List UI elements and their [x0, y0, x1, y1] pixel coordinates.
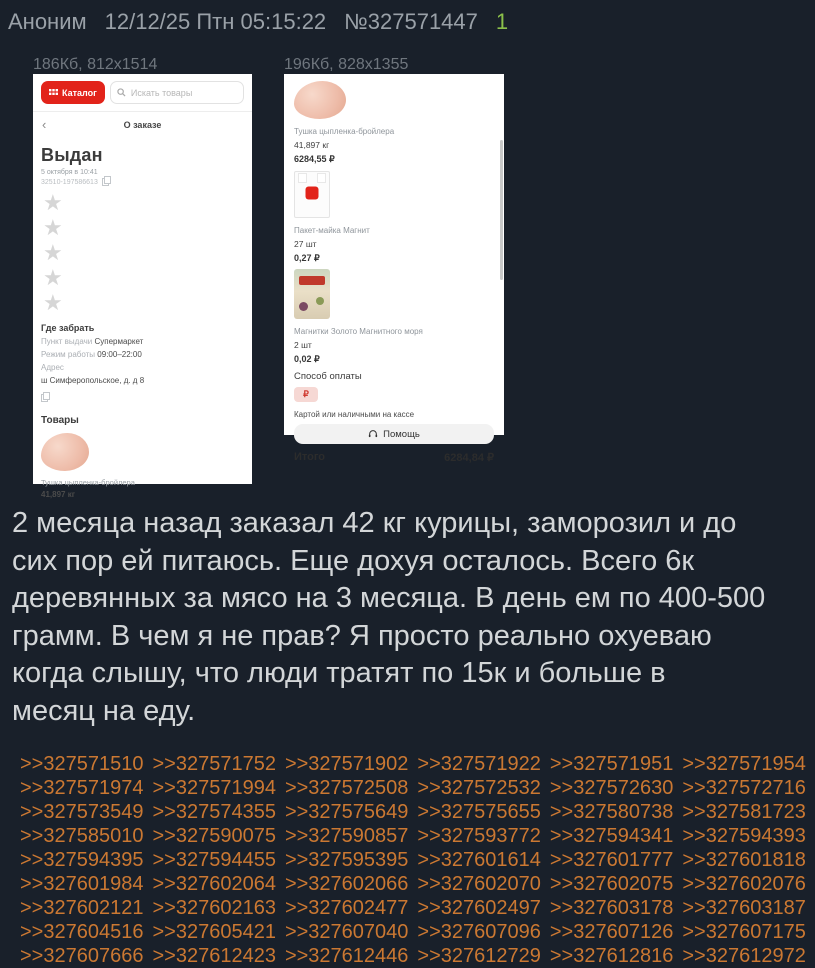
- product-name: Тушка цыпленка-бройлера: [41, 478, 135, 487]
- star-icon: ★: [43, 290, 63, 315]
- image-thumbnail-1[interactable]: [33, 74, 252, 499]
- copy-icon: [102, 178, 109, 186]
- item-quantity: 2 шт: [294, 340, 312, 350]
- post-text-line: грамм. В чем я не прав? Я просто реально охуеваю: [12, 619, 712, 652]
- reply-link[interactable]: >>327604516: [20, 921, 144, 943]
- reply-link[interactable]: >>327593772: [417, 825, 541, 847]
- chicken-product-image: [294, 81, 346, 119]
- pickup-type-label: Пункт выдачи: [41, 337, 93, 346]
- reply-link[interactable]: >>327594341: [549, 825, 674, 847]
- reply-link[interactable]: >>327602076: [682, 873, 806, 895]
- reply-link[interactable]: >>327602121: [20, 897, 144, 919]
- reply-link[interactable]: >>327572716: [682, 777, 806, 799]
- reply-link[interactable]: >>327595395: [284, 849, 409, 871]
- post-text-line: месяц на еду.: [12, 694, 196, 727]
- reply-row: [20, 848, 815, 872]
- post-text-line: 2 месяца назад заказал 42 кг курицы, заморозил и до: [12, 507, 737, 539]
- reply-row: [20, 752, 815, 776]
- item-quantity: 41,897 кг: [294, 140, 330, 150]
- post-header: [8, 9, 508, 35]
- app-topbar: [41, 81, 244, 104]
- reply-link[interactable]: >>327603187: [682, 897, 806, 919]
- file-info-2: 196Кб, 828x1355: [284, 56, 409, 73]
- reply-link[interactable]: >>327571951: [549, 753, 674, 775]
- products-heading: Товары: [41, 415, 79, 426]
- star-icon: ★: [43, 265, 63, 290]
- rating-stars: [41, 190, 244, 315]
- copy-icon: [41, 394, 48, 402]
- address-label: Адрес: [41, 363, 64, 372]
- reply-link[interactable]: >>327571752: [152, 753, 276, 775]
- help-button: [294, 424, 494, 444]
- star-icon: ★: [43, 240, 63, 265]
- image-thumbnail-2[interactable]: [284, 74, 504, 464]
- reply-row: [20, 824, 815, 848]
- reply-link[interactable]: >>327573549: [20, 801, 144, 823]
- payment-method: Картой или наличными на кассе: [294, 410, 415, 419]
- search-placeholder: Искать товары: [130, 87, 193, 98]
- reply-link[interactable]: >>327585010: [20, 825, 144, 847]
- reply-link[interactable]: >>327571974: [20, 777, 144, 799]
- product-quantity: 41,897 кг: [41, 490, 76, 499]
- item-price: 0,27 ₽: [294, 253, 320, 263]
- reply-link[interactable]: >>327574355: [152, 801, 276, 823]
- order-status: Выдан: [41, 145, 103, 165]
- reply-link[interactable]: >>327607666: [20, 945, 144, 967]
- reply-row: [20, 896, 815, 920]
- reply-link[interactable]: >>327601614: [417, 849, 541, 871]
- reply-link[interactable]: >>327607126: [549, 921, 674, 943]
- reply-link[interactable]: >>327612423: [152, 945, 276, 967]
- total-value: 6284,84 ₽: [444, 452, 494, 464]
- reply-link[interactable]: >>327575655: [417, 801, 541, 823]
- reply-row: [20, 920, 815, 944]
- search-input: [110, 81, 244, 104]
- reply-link[interactable]: >>327602497: [417, 897, 541, 919]
- headset-icon: [368, 429, 378, 439]
- reply-link[interactable]: >>327603178: [549, 897, 674, 919]
- reply-link[interactable]: >>327571994: [152, 777, 276, 799]
- candy-product-image: [294, 269, 330, 319]
- plastic-bag-product-image: [294, 171, 330, 218]
- scrollbar: [500, 140, 503, 280]
- reply-link[interactable]: >>327602070: [417, 873, 541, 895]
- reply-link[interactable]: >>327612972: [682, 945, 806, 967]
- reply-link[interactable]: >>327602075: [549, 873, 674, 895]
- reply-link[interactable]: >>327605421: [152, 921, 276, 943]
- file-info-1: 186Кб, 812x1514: [33, 56, 158, 73]
- magnit-logo: [306, 186, 319, 199]
- reply-count-link[interactable]: 1: [495, 9, 509, 34]
- post-number-link[interactable]: №327571447: [344, 9, 478, 34]
- reply-link[interactable]: >>327571954: [682, 753, 806, 775]
- search-icon: [117, 88, 126, 97]
- grid-icon: [49, 89, 58, 97]
- reply-row: [20, 872, 815, 896]
- post-text-line: деревянных за мясо на 3 месяца. В день ем по 400-500: [12, 582, 766, 614]
- reply-link[interactable]: >>327581723: [682, 801, 806, 823]
- reply-link[interactable]: >>327594455: [152, 849, 276, 871]
- item-name: Пакет-майка Магнит: [294, 226, 370, 235]
- hours-label: Режим работы: [41, 350, 96, 359]
- ruble-payment-icon: ₽: [294, 387, 318, 402]
- divider: [33, 111, 252, 112]
- catalog-label: Каталог: [62, 87, 97, 98]
- post-text: [12, 505, 797, 730]
- chicken-product-image: [41, 433, 89, 471]
- reply-link[interactable]: >>327572630: [549, 777, 674, 799]
- reply-link[interactable]: >>327590075: [152, 825, 276, 847]
- pickup-type-value: Супермаркет: [94, 337, 144, 346]
- reply-link[interactable]: >>327612729: [417, 945, 541, 967]
- item-name: Тушка цыпленка-бройлера: [294, 127, 395, 136]
- reply-link[interactable]: >>327580738: [549, 801, 674, 823]
- reply-link[interactable]: >>327607096: [417, 921, 541, 943]
- item-price: 0,02 ₽: [294, 354, 320, 364]
- reply-link[interactable]: >>327601818: [682, 849, 806, 871]
- help-label: Помощь: [383, 428, 420, 440]
- post-datetime: 12/12/25 Птн 05:15:22: [104, 9, 327, 34]
- reply-link[interactable]: >>327607040: [284, 921, 409, 943]
- reply-link[interactable]: >>327575649: [284, 801, 409, 823]
- reply-link[interactable]: >>327602066: [284, 873, 409, 895]
- reply-link[interactable]: >>327601777: [549, 849, 674, 871]
- item-name: Магнитки Золото Магнитного моря: [294, 327, 423, 336]
- reply-link[interactable]: >>327572508: [284, 777, 409, 799]
- reply-row: [20, 776, 815, 800]
- reply-link[interactable]: >>327571510: [20, 753, 144, 775]
- payment-heading: Способ оплаты: [294, 371, 362, 382]
- reply-link[interactable]: >>327590857: [284, 825, 409, 847]
- hours-value: 09:00–22:00: [97, 350, 142, 359]
- order-page-title: О заказе: [123, 120, 162, 130]
- reply-link[interactable]: >>327607175: [682, 921, 806, 943]
- catalog-button: [41, 81, 105, 104]
- star-icon: ★: [43, 215, 63, 240]
- back-chevron-icon: ‹: [42, 117, 47, 132]
- reply-link[interactable]: >>327601984: [20, 873, 144, 895]
- post-author: Аноним: [8, 9, 87, 34]
- item-quantity: 27 шт: [294, 239, 317, 249]
- reply-link[interactable]: >>327594395: [20, 849, 144, 871]
- pickup-heading: Где забрать: [41, 323, 95, 333]
- order-date: 5 октября в 10:41: [41, 169, 98, 176]
- reply-row: [20, 944, 815, 968]
- reply-backlinks: [20, 752, 815, 968]
- item-price: 6284,55 ₽: [294, 154, 335, 164]
- post-text-line: сих пор ей питаюсь. Еще дохуя осталось. Всего 6к: [12, 544, 695, 577]
- reply-link[interactable]: >>327594393: [682, 825, 806, 847]
- order-number: 32510-197586613: [41, 178, 244, 186]
- star-icon: ★: [43, 190, 63, 215]
- post-text-line: когда слышу, что люди тратят по 15к и больше в: [12, 657, 666, 689]
- reply-link[interactable]: >>327602163: [152, 897, 276, 919]
- reply-row: [20, 800, 815, 824]
- reply-link[interactable]: >>327612446: [284, 945, 409, 967]
- address-value: ш Симферопольское, д. д 8: [41, 376, 145, 385]
- reply-link[interactable]: >>327602064: [152, 873, 276, 895]
- reply-link[interactable]: >>327572532: [417, 777, 541, 799]
- reply-link[interactable]: >>327571902: [284, 753, 409, 775]
- reply-link[interactable]: >>327612816: [549, 945, 674, 967]
- reply-link[interactable]: >>327602477: [284, 897, 409, 919]
- total-label: Итого: [294, 451, 326, 463]
- reply-link[interactable]: >>327571922: [417, 753, 541, 775]
